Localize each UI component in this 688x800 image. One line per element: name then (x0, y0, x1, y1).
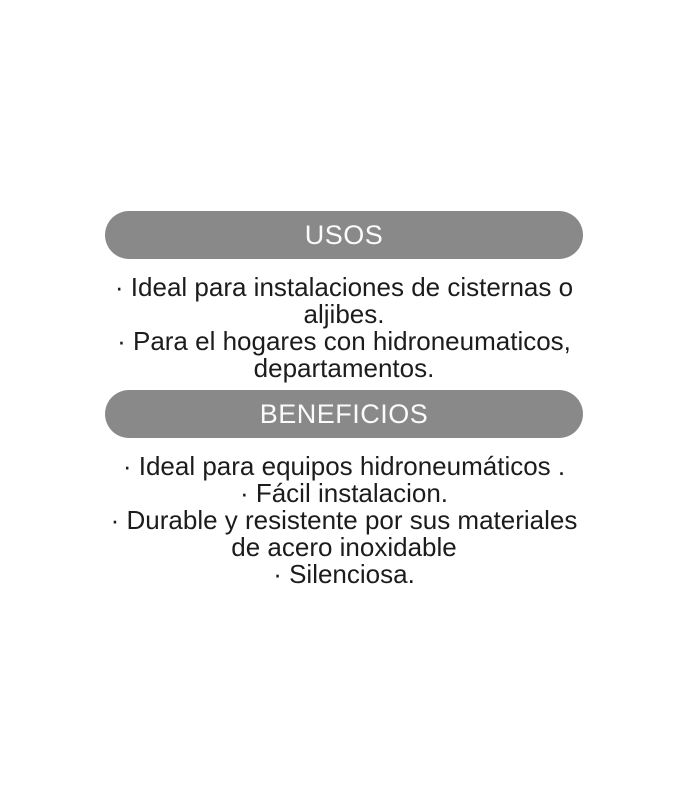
usos-banner (105, 211, 583, 259)
bullet-line: · Ideal para instalaciones de cisternas o (114, 272, 574, 302)
beneficios-banner (105, 390, 583, 438)
bullet-line-continuation: de acero inoxidable (231, 532, 457, 562)
usos-bullet-list (105, 274, 583, 382)
beneficios-bullet-list (105, 453, 583, 588)
bullet-line: · Para el hogares con hidroneumaticos, (117, 326, 571, 356)
bullet-line: · Silenciosa. (273, 559, 415, 589)
usos-banner-title: USOS (304, 219, 384, 250)
bullet-line-continuation: departamentos. (253, 353, 435, 383)
bullet-line: · Fácil instalacion. (239, 478, 449, 508)
content-column (105, 0, 583, 588)
bullet-line: · Ideal para equipos hidroneumáticos . (122, 451, 566, 481)
bullet-line-continuation: aljibes. (303, 299, 385, 329)
bullet-line: · Durable y resistente por sus materiales (110, 505, 578, 535)
beneficios-banner-title: BENEFICIOS (259, 398, 429, 429)
